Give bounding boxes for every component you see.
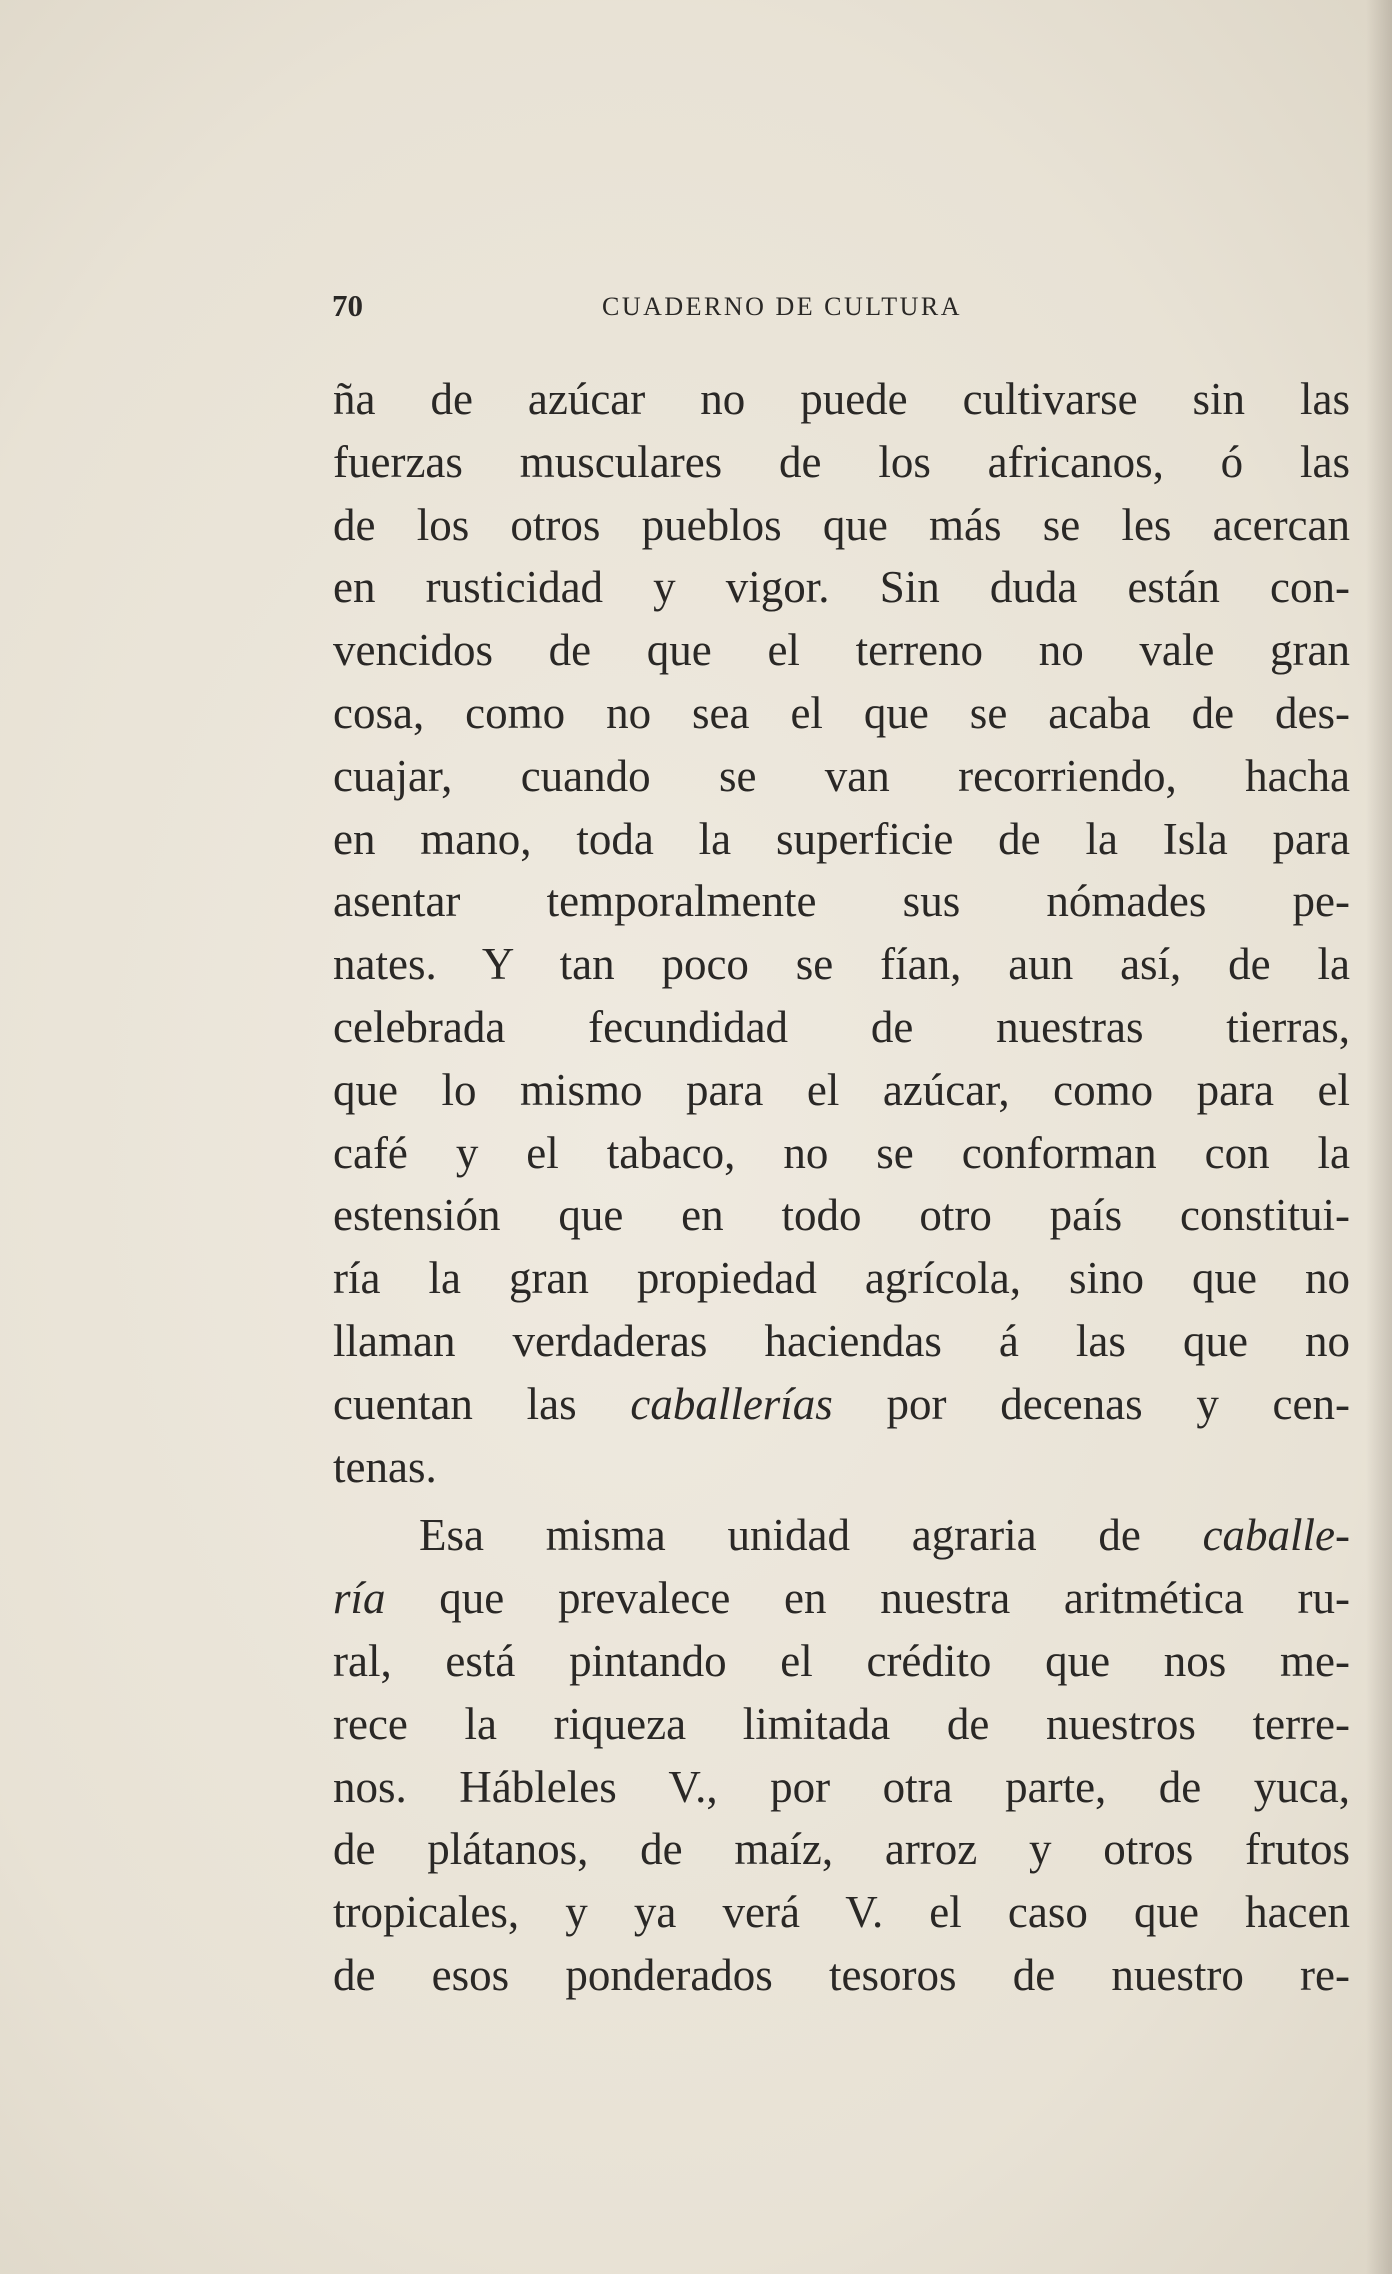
- line-text: ral, está pintando el crédito que nos me-: [333, 1635, 1350, 1686]
- italic-term: caballerías: [630, 1378, 833, 1429]
- text-line: [333, 1436, 1350, 1499]
- text-line: [333, 1184, 1350, 1247]
- line-text: nates. Y tan poco se fían, aun así, de la: [333, 939, 1350, 990]
- line-text: de los otros pueblos que más se les acercan: [333, 499, 1350, 550]
- text-line: [333, 808, 1350, 871]
- italic-term: ría: [333, 1573, 386, 1624]
- page-number: 70: [332, 288, 363, 323]
- line-text: de plátanos, de maíz, arroz y otros frutos: [333, 1824, 1350, 1875]
- text-line: [333, 996, 1350, 1059]
- italic-term: caballe-: [1202, 1510, 1350, 1561]
- line-text: rece la riqueza limitada de nuestros terre-: [333, 1698, 1350, 1749]
- page-header: [332, 288, 1352, 328]
- text-line: [333, 1373, 1350, 1436]
- text-line: [333, 1059, 1350, 1122]
- line-text: tenas.: [333, 1441, 437, 1492]
- line-text: llaman verdaderas haciendas á las que no: [333, 1315, 1350, 1366]
- text-line: [333, 1567, 1350, 1630]
- line-text: asentar temporalmente sus nómades pe-: [333, 876, 1350, 927]
- line-text: cuajar, cuando se van recorriendo, hacha: [333, 750, 1350, 801]
- line-text: tropicales, y ya verá V. el caso que hacen: [333, 1887, 1350, 1938]
- text-line: [333, 1881, 1350, 1944]
- text-line: [333, 1818, 1350, 1881]
- line-text: ña de azúcar no puede cultivarse sin las: [333, 374, 1350, 424]
- line-text: por decenas y cen-: [832, 1378, 1350, 1429]
- line-text: vencidos de que el terreno no vale gran: [333, 625, 1350, 676]
- line-text: fuerzas musculares de los africanos, ó las: [333, 436, 1350, 487]
- line-text: que lo mismo para el azúcar, como para el: [333, 1064, 1350, 1115]
- paragraph: [333, 368, 1350, 1498]
- text-line: [333, 745, 1350, 808]
- line-text: que prevalece en nuestra aritmética ru-: [385, 1573, 1350, 1624]
- paragraph: [333, 1504, 1350, 2006]
- text-line: [333, 1944, 1350, 2007]
- text-line: [333, 870, 1350, 933]
- line-text: en mano, toda la superficie de la Isla para: [333, 813, 1350, 864]
- running-head: CUADERNO DE CULTURA: [602, 292, 962, 321]
- text-line: [333, 1122, 1350, 1185]
- text-line: [333, 1247, 1350, 1310]
- line-text: cosa, como no sea el que se acaba de des-: [333, 687, 1350, 738]
- line-text: ría la gran propiedad agrícola, sino que no: [333, 1253, 1350, 1304]
- line-text: estensión que en todo otro país constitui-: [333, 1190, 1350, 1241]
- text-line: [333, 1630, 1350, 1693]
- text-line: [333, 682, 1350, 745]
- line-text: nos. Hábleles V., por otra parte, de yuca,: [333, 1761, 1350, 1812]
- line-text: celebrada fecundidad de nuestras tierras,: [333, 1001, 1350, 1052]
- text-line: [333, 1693, 1350, 1756]
- text-line: [333, 431, 1350, 494]
- body-text: [333, 368, 1350, 2007]
- line-text: cuentan las: [333, 1378, 631, 1429]
- line-text: café y el tabaco, no se conforman con la: [333, 1127, 1350, 1178]
- line-text: de esos ponderados tesoros de nuestro re-: [333, 1949, 1350, 2000]
- line-text: en rusticidad y vigor. Sin duda están con-: [333, 562, 1350, 613]
- text-line: [333, 1756, 1350, 1819]
- text-line: [333, 368, 1350, 431]
- page-edge-shadow: [1366, 0, 1392, 2274]
- text-line: [333, 494, 1350, 557]
- text-line: [333, 556, 1350, 619]
- text-line: [333, 933, 1350, 996]
- text-line: [333, 619, 1350, 682]
- text-line: [333, 1310, 1350, 1373]
- text-line: [333, 1504, 1350, 1567]
- line-text: Esa misma unidad agraria de: [419, 1510, 1203, 1561]
